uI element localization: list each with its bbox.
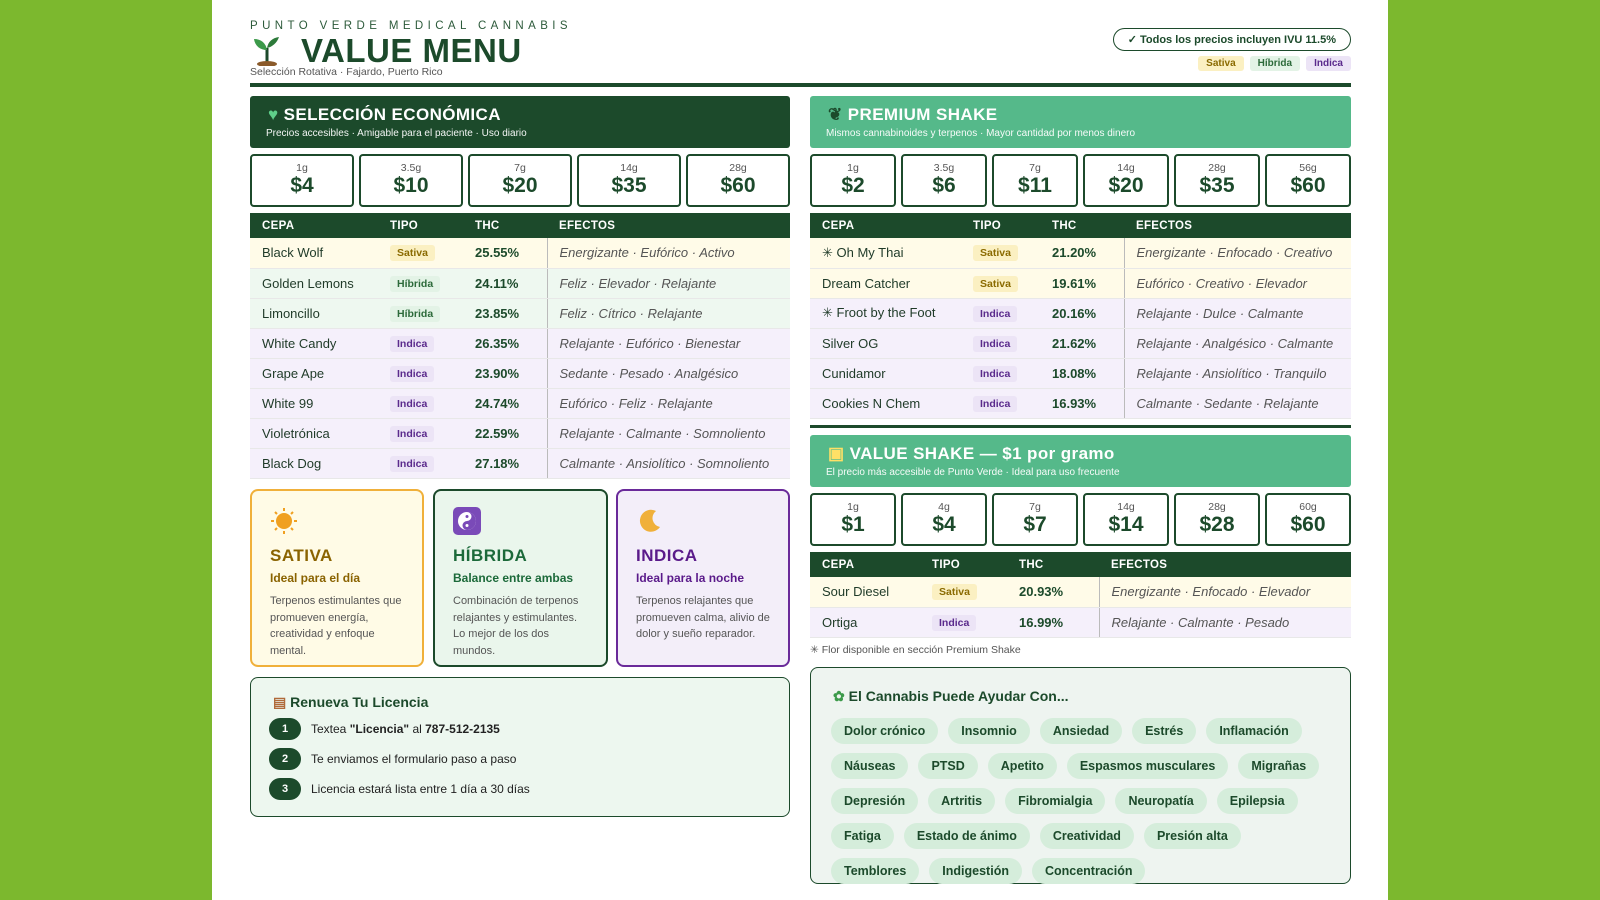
type-badge: Indica	[973, 306, 1017, 322]
price-weight: 3.5g	[933, 162, 955, 174]
strain-row	[810, 358, 1351, 388]
column-header: TIPO	[961, 213, 1040, 238]
price-weight: 60g	[1299, 501, 1317, 513]
step-number: 1	[269, 718, 301, 740]
strain-row	[250, 298, 790, 328]
strain-thc: 23.90%	[463, 358, 547, 388]
indica-sub: Ideal para la noche	[636, 571, 745, 585]
money-icon: ▣	[828, 444, 845, 463]
strain-effects: Relajante · Calmante · Somnoliento	[547, 418, 790, 448]
strain-effects: Relajante · Analgésico · Calmante	[1124, 328, 1351, 358]
strain-thc: 22.59%	[463, 418, 547, 448]
indica-name: INDICA	[636, 546, 698, 565]
strain-thc: 16.93%	[1040, 388, 1124, 418]
strain-type	[378, 238, 463, 268]
price-box	[1265, 154, 1351, 207]
step-number: 2	[269, 748, 301, 770]
type-badge: Indica	[390, 336, 434, 352]
strain-row	[250, 448, 790, 478]
condition-chip: Dolor crónico	[831, 718, 938, 744]
strain-row	[250, 388, 790, 418]
menu-page	[212, 0, 1388, 900]
premium-prices	[810, 154, 1351, 207]
strain-thc: 24.11%	[463, 268, 547, 298]
value-shake-header	[810, 435, 1351, 487]
price-amount: $2	[841, 174, 865, 197]
price-box	[1083, 493, 1169, 546]
type-badge: Indica	[932, 615, 976, 631]
strain-effects: Energizante · Eufórico · Activo	[547, 238, 790, 268]
strain-row	[250, 328, 790, 358]
price-weight: 7g	[1029, 501, 1041, 513]
condition-chip: Insomnio	[948, 718, 1030, 744]
column-header: CEPA	[250, 213, 378, 238]
strain-effects: Eufórico · Feliz · Relajante	[547, 388, 790, 418]
legend-sativa: Sativa	[1198, 56, 1243, 71]
price-weight: 7g	[514, 162, 526, 174]
price-box	[901, 154, 987, 207]
price-weight: 1g	[296, 162, 308, 174]
step-number: 3	[269, 778, 301, 800]
condition-chip: Migrañas	[1238, 753, 1319, 779]
condition-chip: Apetito	[988, 753, 1057, 779]
strain-type	[378, 358, 463, 388]
price-amount: $6	[932, 174, 956, 197]
strain-type	[378, 388, 463, 418]
license-step-3	[269, 778, 530, 800]
strain-effects: Energizante · Enfocado · Elevador	[1099, 577, 1351, 607]
price-box	[901, 493, 987, 546]
column-header: CEPA	[810, 552, 920, 577]
type-badge: Sativa	[973, 276, 1018, 292]
price-box	[1174, 493, 1260, 546]
strain-thc: 25.55%	[463, 238, 547, 268]
strain-row	[810, 268, 1351, 298]
license-panel	[250, 677, 790, 817]
leaf-icon: ❦	[828, 105, 843, 124]
condition-chip: Neuropatía	[1115, 788, 1206, 814]
strain-type	[378, 448, 463, 478]
premium-table	[810, 213, 1351, 419]
price-amount: $28	[1199, 513, 1235, 536]
strain-effects: Sedante · Pesado · Analgésico	[547, 358, 790, 388]
strain-name: Violetrónica	[250, 418, 378, 448]
condition-chip: Fibromialgia	[1005, 788, 1105, 814]
type-badge: Indica	[390, 456, 434, 472]
strain-effects: Energizante · Enfocado · Creativo	[1124, 238, 1351, 268]
price-box	[810, 154, 896, 207]
price-weight: 1g	[847, 501, 859, 513]
sprout-icon	[250, 34, 284, 66]
column-header: THC	[1040, 213, 1124, 238]
strain-effects: Relajante · Dulce · Calmante	[1124, 298, 1351, 328]
price-amount: $7	[1023, 513, 1047, 536]
hibrida-desc: Combinación de terpenos relajantes y estimulantes. Lo mejor de los dos mundos.	[453, 595, 579, 657]
license-step-2	[269, 748, 516, 770]
strain-name: Ortiga	[810, 607, 920, 637]
condition-chip: Ansiedad	[1040, 718, 1122, 744]
condition-chip: Fatiga	[831, 823, 894, 849]
condition-chip: Epilepsia	[1217, 788, 1298, 814]
strain-row	[810, 238, 1351, 268]
strain-thc: 18.08%	[1040, 358, 1124, 388]
price-amount: $11	[1018, 174, 1052, 197]
strain-row	[810, 328, 1351, 358]
column-header: EFECTOS	[1124, 213, 1351, 238]
strain-thc: 20.16%	[1040, 298, 1124, 328]
sativa-name: SATIVA	[270, 546, 333, 565]
strain-thc: 20.93%	[1007, 577, 1099, 607]
price-amount: $35	[1199, 174, 1235, 197]
legend-indica: Indica	[1306, 56, 1351, 71]
strain-thc: 23.85%	[463, 298, 547, 328]
value-shake-title: ▣ VALUE SHAKE — $1 por gramo	[828, 444, 1115, 463]
strain-name: Dream Catcher	[810, 268, 961, 298]
strain-thc: 26.35%	[463, 328, 547, 358]
hibrida-name: HÍBRIDA	[453, 546, 528, 565]
price-amount: $35	[611, 174, 647, 197]
hibrida-sub: Balance entre ambas	[453, 571, 574, 585]
page-title: VALUE MENU	[301, 32, 522, 69]
herb-icon: ✿	[833, 688, 845, 704]
strain-name: Golden Lemons	[250, 268, 378, 298]
condition-chip: Creatividad	[1040, 823, 1134, 849]
strain-row	[810, 388, 1351, 418]
strain-name: Sour Diesel	[810, 577, 920, 607]
price-amount: $60	[1290, 174, 1326, 197]
strain-thc: 24.74%	[463, 388, 547, 418]
strain-effects: Eufórico · Creativo · Elevador	[1124, 268, 1351, 298]
type-badge: Sativa	[390, 245, 435, 261]
strain-effects: Relajante · Ansiolítico · Tranquilo	[1124, 358, 1351, 388]
conditions-panel	[810, 667, 1351, 884]
condition-chip: Artritis	[928, 788, 995, 814]
price-weight: 28g	[729, 162, 747, 174]
strain-thc: 21.20%	[1040, 238, 1124, 268]
strain-type	[961, 238, 1040, 268]
strain-type	[961, 358, 1040, 388]
value-shake-subtitle: El precio más accesible de Punto Verde · Ideal para uso frecuente	[826, 467, 1120, 478]
heart-icon: ♥	[268, 105, 279, 124]
strain-name: Grape Ape	[250, 358, 378, 388]
price-amount: $14	[1108, 513, 1144, 536]
strain-type	[920, 607, 1007, 637]
strain-type	[378, 328, 463, 358]
strain-row	[250, 418, 790, 448]
legend-hibrida: Híbrida	[1250, 56, 1300, 71]
strain-thc: 27.18%	[463, 448, 547, 478]
type-badge: Indica	[390, 426, 434, 442]
column-header: TIPO	[378, 213, 463, 238]
type-badge: Híbrida	[390, 306, 440, 322]
strain-effects: Relajante · Calmante · Pesado	[1099, 607, 1351, 637]
strain-thc: 19.61%	[1040, 268, 1124, 298]
premium-header	[810, 96, 1351, 148]
strain-row	[810, 607, 1351, 637]
page-subtitle: Selección Rotativa · Fajardo, Puerto Rico	[250, 66, 443, 78]
strain-effects: Feliz · Elevador · Relajante	[547, 268, 790, 298]
strain-effects: Feliz · Cítrico · Relajante	[547, 298, 790, 328]
strain-name: Black Wolf	[250, 238, 378, 268]
column-header: EFECTOS	[1099, 552, 1351, 577]
price-box	[810, 493, 896, 546]
type-badge: Indica	[973, 396, 1017, 412]
strain-type	[378, 298, 463, 328]
step-text: Te enviamos el formulario paso a paso	[311, 752, 517, 766]
condition-chip: Presión alta	[1144, 823, 1241, 849]
strain-thc: 16.99%	[1007, 607, 1099, 637]
strain-type	[961, 298, 1040, 328]
yin-yang-icon	[453, 507, 481, 535]
strain-type	[961, 388, 1040, 418]
column-header: THC	[463, 213, 547, 238]
conditions-title: ✿ El Cannabis Puede Ayudar Con...	[833, 688, 1069, 704]
economica-subtitle: Precios accesibles · Amigable para el paciente · Uso diario	[266, 128, 527, 139]
condition-chip: Inflamación	[1206, 718, 1301, 744]
strain-type	[378, 268, 463, 298]
step-text: Licencia estará lista entre 1 día a 30 días	[311, 782, 530, 796]
strain-effects: Relajante · Eufórico · Bienestar	[547, 328, 790, 358]
type-badge: Sativa	[932, 584, 977, 600]
strain-name: Limoncillo	[250, 298, 378, 328]
strain-type	[961, 328, 1040, 358]
value-shake-table	[810, 552, 1351, 638]
strain-name: Cookies N Chem	[810, 388, 961, 418]
header-divider	[250, 83, 1351, 87]
economica-header	[250, 96, 790, 148]
strain-effects: Calmante · Sedante · Relajante	[1124, 388, 1351, 418]
strain-effects: Calmante · Ansiolítico · Somnoliento	[547, 448, 790, 478]
strain-row	[810, 298, 1351, 328]
condition-chip: Náuseas	[831, 753, 908, 779]
price-box	[468, 154, 572, 207]
economica-table	[250, 213, 790, 479]
price-box	[250, 154, 354, 207]
condition-chip: Temblores	[831, 858, 919, 884]
price-amount: $20	[1108, 174, 1144, 197]
price-amount: $60	[720, 174, 756, 197]
type-badge: Indica	[973, 366, 1017, 382]
price-weight: 14g	[1117, 501, 1135, 513]
price-amount: $10	[393, 174, 429, 197]
license-title: ▤ Renueva Tu Licencia	[273, 694, 429, 710]
economica-prices	[250, 154, 790, 207]
price-weight: 4g	[938, 501, 950, 513]
brand-name: PUNTO VERDE MEDICAL CANNABIS	[250, 20, 572, 32]
price-box	[686, 154, 790, 207]
step-text: Textea "Licencia" al 787-512-2135	[311, 722, 500, 736]
column-header: CEPA	[810, 213, 961, 238]
strain-row	[250, 238, 790, 268]
value-shake-prices	[810, 493, 1351, 546]
type-badge: Indica	[390, 396, 434, 412]
price-box	[359, 154, 463, 207]
condition-chip: Indigestión	[929, 858, 1022, 884]
column-header: EFECTOS	[547, 213, 790, 238]
sativa-sub: Ideal para el día	[270, 571, 361, 585]
premium-title: ❦ PREMIUM SHAKE	[828, 105, 998, 124]
price-weight: 7g	[1029, 162, 1041, 174]
price-box	[992, 493, 1078, 546]
price-weight: 28g	[1208, 501, 1226, 513]
price-box	[1174, 154, 1260, 207]
price-box	[577, 154, 681, 207]
price-weight: 3.5g	[400, 162, 422, 174]
price-box	[1265, 493, 1351, 546]
hibrida-card	[433, 489, 608, 667]
price-amount: $4	[290, 174, 314, 197]
sativa-card	[250, 489, 424, 667]
premium-divider	[810, 425, 1351, 428]
sativa-desc: Terpenos estimulantes que promueven energía, creatividad y enfoque mental.	[270, 595, 402, 657]
strain-type	[961, 268, 1040, 298]
indica-desc: Terpenos relajantes que promueven calma, alivio de dolor y sueño reparador.	[636, 595, 770, 640]
strain-name: White 99	[250, 388, 378, 418]
column-header: THC	[1007, 552, 1099, 577]
type-badge: Sativa	[973, 245, 1018, 261]
strain-thc: 21.62%	[1040, 328, 1124, 358]
strain-row	[250, 268, 790, 298]
condition-chip: Espasmos musculares	[1067, 753, 1229, 779]
type-badge: Indica	[973, 336, 1017, 352]
economica-title: ♥ SELECCIÓN ECONÓMICA	[268, 105, 501, 124]
price-amount: $60	[1290, 513, 1326, 536]
license-step-1	[269, 718, 500, 740]
ivu-note: ✓ Todos los precios incluyen IVU 11.5%	[1113, 28, 1351, 51]
strain-name: White Candy	[250, 328, 378, 358]
strain-row	[810, 577, 1351, 607]
type-badge: Indica	[390, 366, 434, 382]
shake-footnote: ✳ Flor disponible en sección Premium Shake	[810, 644, 1021, 656]
conditions-list	[831, 718, 1331, 884]
condition-chip: Depresión	[831, 788, 918, 814]
condition-chip: PTSD	[918, 753, 977, 779]
condition-chip: Estado de ánimo	[904, 823, 1030, 849]
indica-card	[616, 489, 790, 667]
price-amount: $4	[932, 513, 956, 536]
price-box	[992, 154, 1078, 207]
price-weight: 14g	[1117, 162, 1135, 174]
price-weight: 28g	[1208, 162, 1226, 174]
type-legend	[1198, 56, 1351, 71]
strain-type	[378, 418, 463, 448]
strain-type	[920, 577, 1007, 607]
condition-chip: Estrés	[1132, 718, 1196, 744]
price-weight: 56g	[1299, 162, 1317, 174]
type-badge: Híbrida	[390, 276, 440, 292]
strain-name: ✳ Oh My Thai	[810, 238, 961, 268]
moon-icon	[636, 507, 664, 535]
sun-icon	[270, 507, 298, 535]
column-header: TIPO	[920, 552, 1007, 577]
price-weight: 14g	[620, 162, 638, 174]
strain-name: Black Dog	[250, 448, 378, 478]
strain-row	[250, 358, 790, 388]
price-box	[1083, 154, 1169, 207]
price-amount: $1	[841, 513, 865, 536]
price-amount: $20	[502, 174, 538, 197]
price-weight: 1g	[847, 162, 859, 174]
strain-name: ✳ Froot by the Foot	[810, 298, 961, 328]
strain-name: Cunidamor	[810, 358, 961, 388]
condition-chip: Concentración	[1032, 858, 1146, 884]
premium-subtitle: Mismos cannabinoides y terpenos · Mayor cantidad por menos dinero	[826, 128, 1136, 139]
strain-name: Silver OG	[810, 328, 961, 358]
clipboard-icon: ▤	[273, 694, 287, 710]
